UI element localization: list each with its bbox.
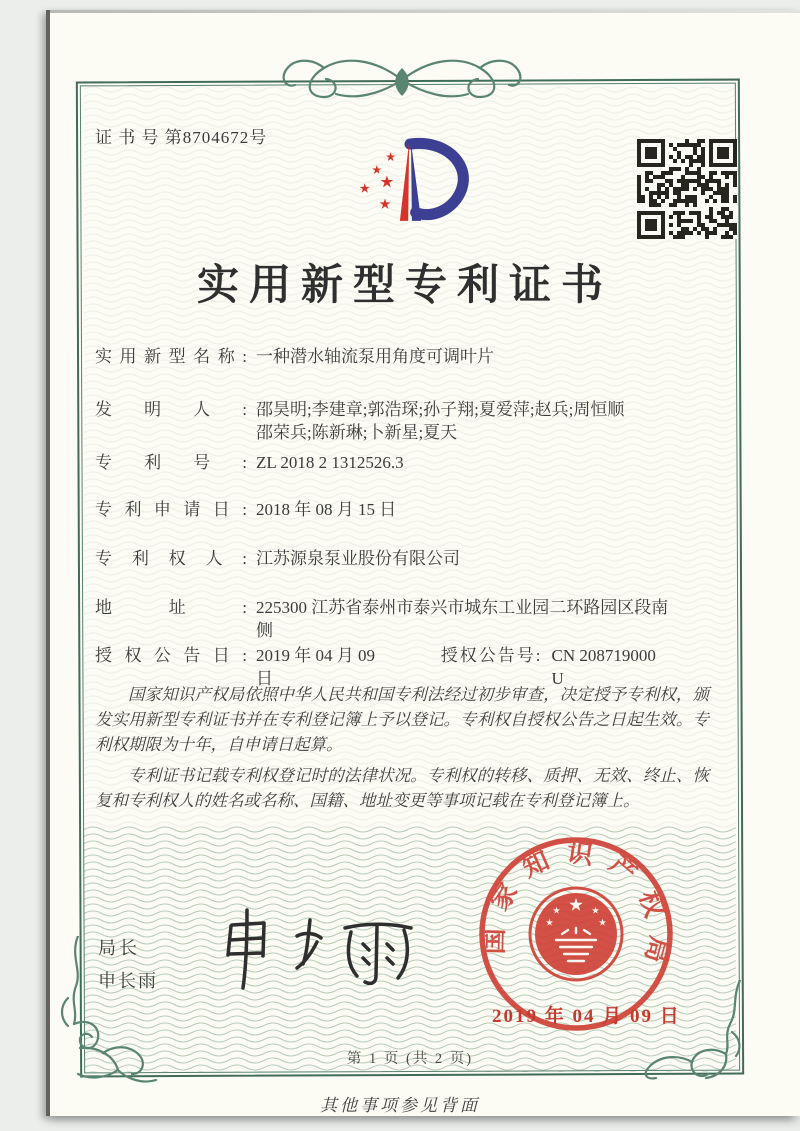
field-row-patentee xyxy=(95,547,670,570)
director-signature-icon xyxy=(200,898,430,998)
field-value: CN 208719000 U xyxy=(551,646,656,688)
field-label: 发明人: xyxy=(95,400,247,419)
field-label: 专利号: xyxy=(95,453,247,472)
field-label: 实用新型名称: xyxy=(95,347,247,366)
field-row-filing-date xyxy=(95,498,670,521)
scan-edge xyxy=(50,10,800,13)
page-number: 第 1 页 (共 2 页) xyxy=(346,1051,474,1067)
legal-text xyxy=(95,682,709,819)
field-list xyxy=(95,345,670,690)
certificate-title: 实用新型专利证书 xyxy=(196,263,613,309)
director-title: 局长 xyxy=(98,938,140,958)
field-value xyxy=(256,596,668,642)
field-label: 授权公告号: xyxy=(440,646,543,665)
field-row-name xyxy=(95,345,670,368)
back-side-note: 其他事项参见背面 xyxy=(320,1096,480,1115)
field-label: 专利申请日: xyxy=(95,500,247,519)
field-row-address xyxy=(95,596,670,642)
field-row-inventors xyxy=(95,398,670,444)
field-value: 2019 年 04 月 09 日 xyxy=(256,646,375,688)
address-line-1: 225300 江苏省泰州市泰兴市城东工业园二环路园区段南 xyxy=(256,598,669,617)
national-emblem-icon xyxy=(530,888,622,980)
inventors-line-2: 邵荣兵;陈新琳;卜新星;夏天 xyxy=(256,423,458,442)
field-label: 授权公告日: xyxy=(95,646,247,665)
director-name: 申长雨 xyxy=(98,971,158,991)
seal-date: 2019 年 04 月 09 日 xyxy=(492,1006,681,1027)
qr-code xyxy=(637,139,737,239)
field-label: 地址: xyxy=(95,598,247,617)
field-value: 江苏源泉泵业股份有限公司 xyxy=(256,549,460,568)
field-row-patent-no xyxy=(95,451,670,474)
address-line-2: 侧 xyxy=(256,621,273,640)
legal-paragraph-2: 专利证书记载专利权登记时的法律状况。专利权的转移、质押、无效、终止、恢复和专利权人的姓名或名称、国籍、地址变更等事项记载在专利登记簿上。 xyxy=(95,766,709,810)
field-label: 专利权人: xyxy=(95,549,247,568)
inventors-line-1: 邵昊明;李建章;郭浩琛;孙子翔;夏爱萍;赵兵;周恒顺 xyxy=(256,400,625,419)
seal-text: 国家知识产权局 xyxy=(479,837,675,981)
certificate-number: 证 书 号 第8704672号 xyxy=(95,128,268,147)
legal-paragraph-1: 国家知识产权局依照中华人民共和国专利法经过初步审查，决定授予专利权，颁发实用新型专利证书并在专利登记簿上予以登记。专利权自授权公告之日起生效。专利权期限为十年，自申请日起算。 xyxy=(95,685,709,754)
flourish-top-icon xyxy=(252,50,552,108)
field-value: 一种潜水轴流泵用角度可调叶片 xyxy=(256,347,494,366)
patent-office-logo-icon xyxy=(312,126,497,238)
field-value: ZL 2018 2 1312526.3 xyxy=(256,453,404,472)
field-value: 2018 年 08 月 15 日 xyxy=(256,500,397,519)
field-value xyxy=(256,398,624,444)
